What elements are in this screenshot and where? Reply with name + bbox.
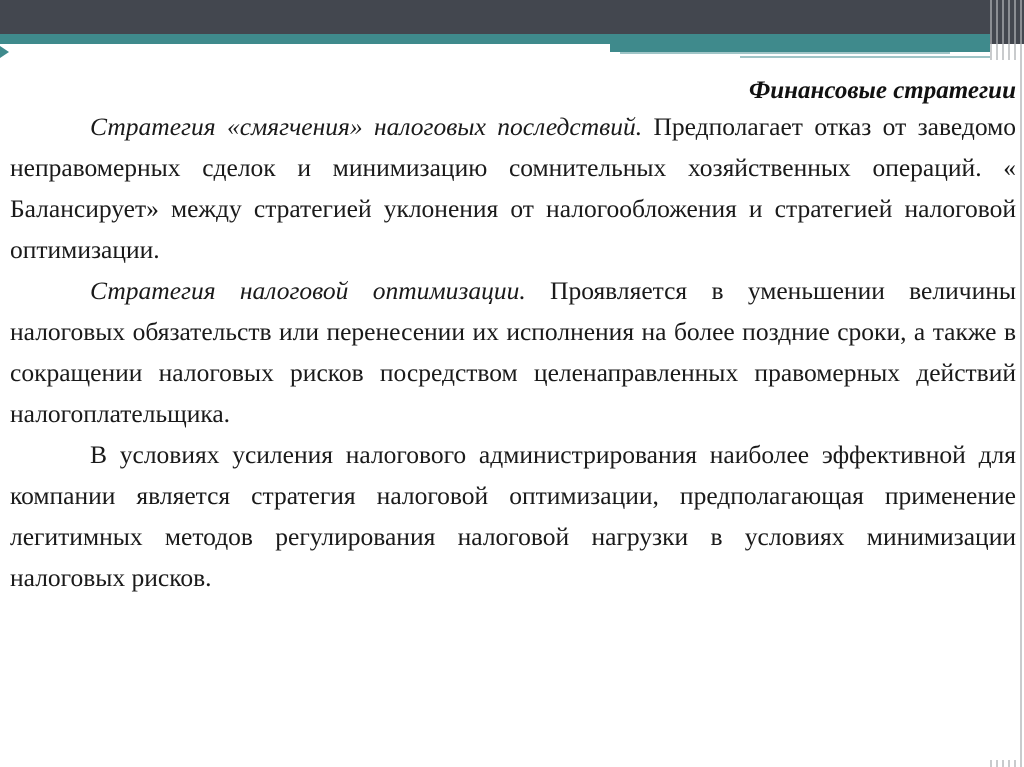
header-bar [0,0,1024,34]
strategy-heading: Стратегия «смягчения» налоговых последствий. [90,112,643,141]
decorative-thin-line [620,52,950,54]
paragraph-text: В условиях усиления налогового администрирования наиболее эффективной для компании является стратегия налоговой оптимизации, предполагающая применение легитимных методов регулирования налоговой нагрузки в условиях минимизации налоговых рисков. [10,440,1016,592]
paragraph-mitigation-strategy [10,106,1016,270]
slide-title: Финансовые стратегии [748,77,1016,104]
slide-content [10,60,1016,760]
strategy-heading: Стратегия налоговой оптимизации. [90,276,526,305]
paragraph-conclusion [10,434,1016,598]
header-accent-stripe [0,34,1024,44]
decorative-vertical-lines-top [990,0,1024,44]
slide-marker-icon [0,46,9,58]
decorative-thin-line [740,56,1000,58]
paragraph-text: Предполагает отказ от заведомо неправомерных сделок и минимизацию сомнительных хозяйственных операций. « Балансирует» между стратегией уклонения от налогообложения и стратегией налоговой оптимизации. [10,112,1016,264]
paragraph-optimization-strategy [10,270,1016,434]
decorative-teal-line [610,44,1005,52]
paragraph-text: Проявляется в уменьшении величины налоговых обязательств или перенесении их исполнения на более поздние сроки, а также в сокращении налоговых рисков посредством целенаправленных правомерных действий налогоплательщика. [10,276,1016,428]
